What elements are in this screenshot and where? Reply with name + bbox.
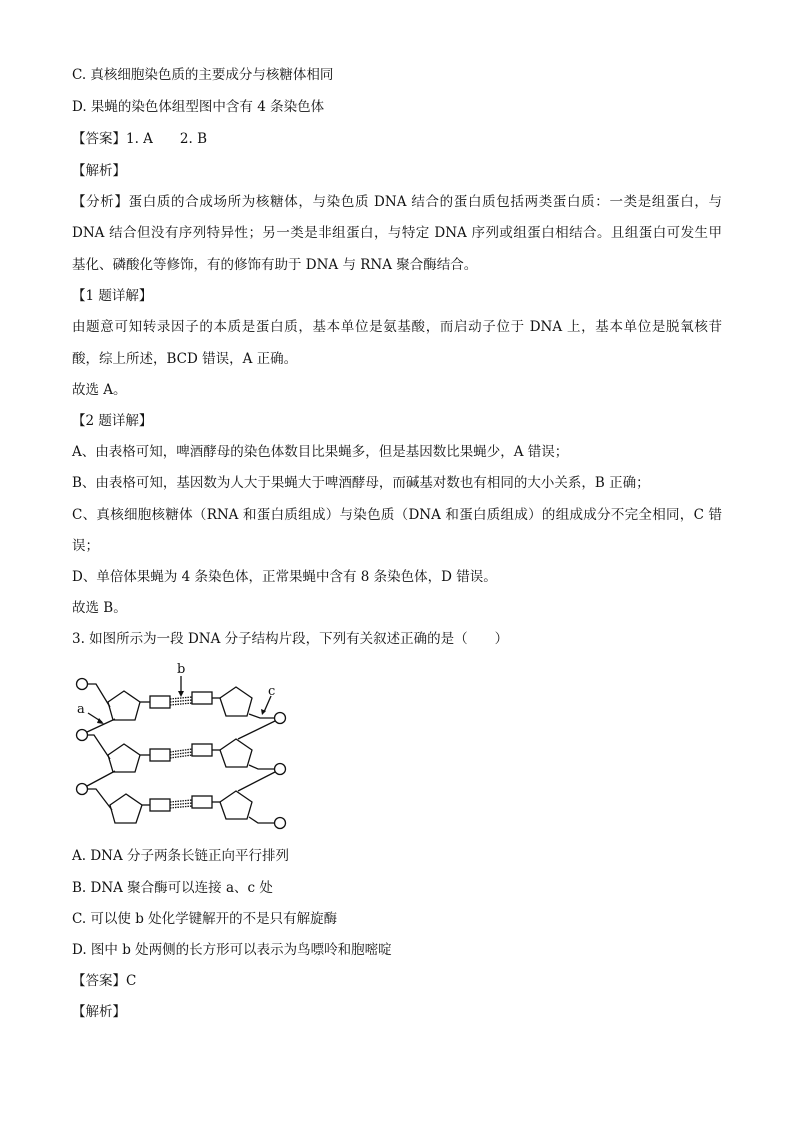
question-3-option-c: C. 可以使 b 处化学键解开的不是只有解旋酶 [72, 911, 338, 927]
base-rectangle [150, 799, 170, 811]
deoxyribose-pentagon [220, 739, 252, 767]
fenxi-line-2: DNA 结合但没有序列特异性；另一类是非组蛋白，与特定 DNA 序列或组蛋白相结合。且组蛋白可发生甲 [72, 225, 722, 241]
phosphate-circle [77, 679, 88, 690]
deoxyribose-pentagon [220, 687, 252, 716]
q1-detail-label: 【1 题详解】 [72, 288, 153, 304]
question-3-stem: 3. 如图所示为一段 DNA 分子结构片段，下列有关叙述正确的是（ ） [72, 631, 509, 647]
backbone-bond [87, 771, 115, 786]
q1-choose: 故选 A。 [72, 382, 127, 398]
answer-line-2 [72, 972, 136, 990]
backbone-bond [249, 817, 274, 823]
hydrogen-bond [170, 806, 192, 808]
q2-option-b-detail: B、由表格可知，基因数为人大于果蝇大于啤酒酵母，而碱基对数也有相同的大小关系，B 正确； [72, 475, 650, 491]
q2-option-a-detail: A、由表格可知，啤酒酵母的染色体数目比果蝇多，但是基因数比果蝇少，A 错误； [72, 444, 569, 460]
hydrogen-bond [170, 700, 192, 702]
question-3-option-a: A. DNA 分子两条长链正向平行排列 [72, 848, 290, 864]
backbone-bond [238, 772, 275, 791]
deoxyribose-pentagon [220, 791, 252, 819]
backbone-bond [249, 714, 274, 718]
phosphate-circle [275, 764, 286, 775]
question-3-option-d: D. 图中 b 处两侧的长方形可以表示为鸟嘌呤和胞嘧啶 [72, 942, 392, 958]
q2-option-d-detail: D、单倍体果蝇为 4 条染色体，正常果蝇中含有 8 条染色体，D 错误。 [72, 569, 497, 585]
phosphate-circle [275, 713, 286, 724]
diagram-label-c: c [268, 684, 276, 699]
diagram-label-b: b [177, 662, 186, 677]
phosphate-circle [77, 730, 88, 741]
backbone-bond [87, 735, 110, 759]
backbone-bond [87, 684, 110, 707]
hydrogen-bond [170, 800, 192, 802]
analysis-label-1: 【解析】 [72, 163, 126, 179]
q2-option-c-detail-1: C、真核细胞核糖体（RNA 和蛋白质组成）与染色质（DNA 和蛋白质组成）的组成成分不完全相同，C 错 [72, 507, 722, 523]
q2-option-c-detail-2: 误； [72, 538, 99, 554]
backbone-bond [87, 789, 112, 810]
answer-tag: 【答案】 [72, 131, 126, 147]
base-rectangle [150, 749, 170, 761]
q2-choose: 故选 B。 [72, 600, 127, 616]
hydrogen-bond [170, 703, 192, 705]
backbone-bond [249, 765, 274, 769]
phosphate-circle [275, 818, 286, 829]
q1-detail-line-1: 由题意可知转录因子的本质是蛋白质，基本单位是氨基酸，而启动子位于 DNA 上，基本单位是脱氧核苷 [72, 319, 722, 335]
answer-tag: 【答案】 [72, 973, 126, 989]
answer-line-1 [72, 130, 207, 148]
q1-detail-line-2: 酸，综上所述，BCD 错误，A 正确。 [72, 351, 298, 367]
analysis-label-2: 【解析】 [72, 1004, 126, 1020]
answer-text: C [126, 973, 137, 989]
option-d-line: D. 果蝇的染色体组型图中含有 4 条染色体 [72, 99, 325, 115]
phosphate-circle [77, 784, 88, 795]
option-c-line: C. 真核细胞染色质的主要成分与核糖体相同 [72, 67, 334, 83]
hydrogen-bond [170, 697, 192, 699]
deoxyribose-pentagon [108, 744, 140, 772]
dna-structure-diagram [68, 660, 298, 830]
base-rectangle [192, 796, 212, 808]
hydrogen-bond [170, 803, 192, 805]
fenxi-line-1: 【分析】蛋白质的合成场所为核糖体，与染色质 DNA 结合的蛋白质包括两类蛋白质：一类是组蛋白，与 [72, 194, 722, 210]
deoxyribose-pentagon [108, 691, 140, 720]
hydrogen-bond [170, 755, 192, 758]
fenxi-line-3: 基化、磷酸化等修饰，有的修饰有助于 DNA 与 RNA 聚合酶结合。 [72, 257, 478, 273]
hydrogen-bond [170, 752, 192, 755]
hydrogen-bond [170, 749, 192, 752]
answer-text: 1. A 2. B [126, 131, 208, 147]
backbone-bond [238, 721, 275, 739]
question-3-option-b: B. DNA 聚合酶可以连接 a、c 处 [72, 880, 273, 896]
q2-detail-label: 【2 题详解】 [72, 413, 153, 429]
base-rectangle [150, 696, 170, 708]
base-rectangle [192, 744, 212, 756]
diagram-label-a: a [77, 702, 85, 717]
base-rectangle [192, 692, 212, 704]
deoxyribose-pentagon [110, 794, 142, 823]
